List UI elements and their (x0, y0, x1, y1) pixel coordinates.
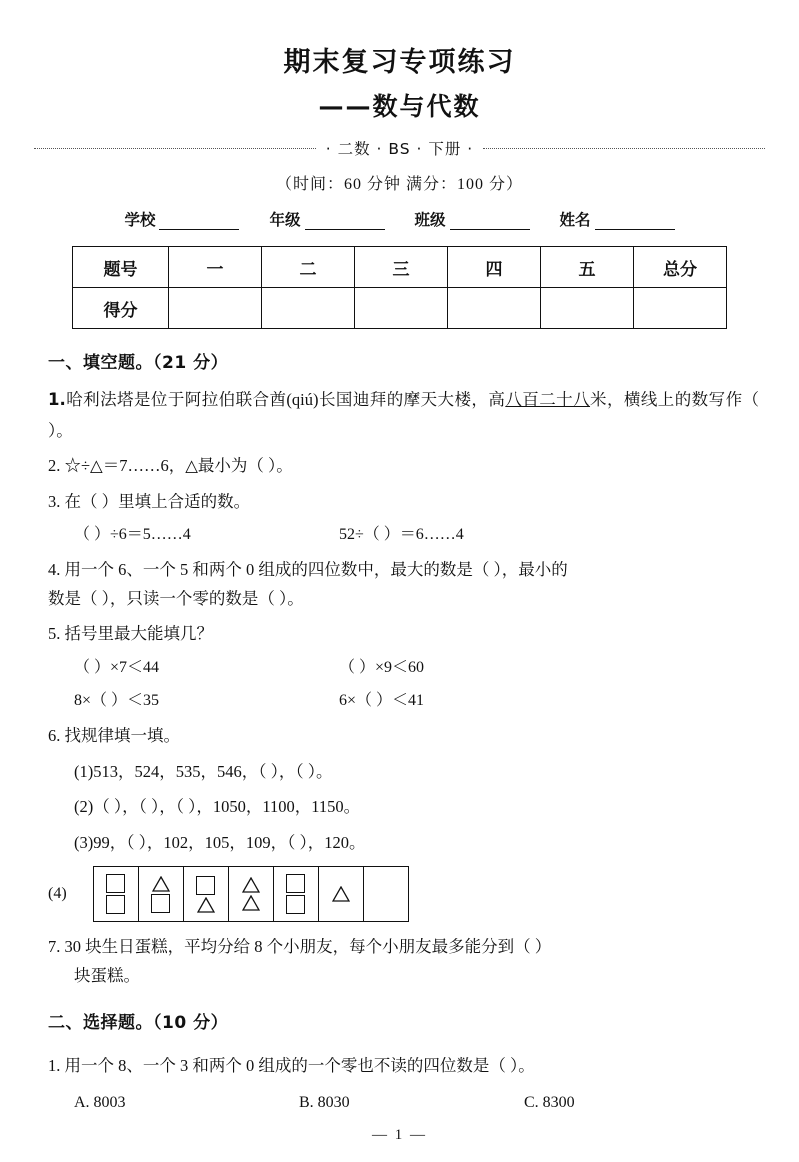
question-1-5-r1c2: （ ）×9＜60 (339, 658, 425, 676)
dotted-line-left (34, 148, 316, 149)
question-1-4-line2: 数是（ ），只读一个零的数是（ ）。 (48, 588, 304, 608)
square-icon (151, 894, 170, 913)
pattern-cell-blank[interactable] (319, 867, 364, 921)
pattern-cell (94, 867, 139, 921)
square-icon (286, 874, 305, 893)
cell-題号: 题号 (73, 247, 169, 288)
square-icon (196, 876, 215, 895)
field-class (415, 208, 530, 230)
student-info-fields (0, 208, 799, 230)
field-school-input[interactable] (159, 213, 239, 230)
page-title: 期末复习专项练习 (283, 47, 516, 78)
cell-q1: 一 (169, 247, 262, 288)
question-2-1-choices (48, 1087, 759, 1118)
field-grade-label: 年级 (269, 211, 301, 229)
cell-q4: 四 (448, 247, 541, 288)
square-icon (106, 895, 125, 914)
section-2-heading: 二、选择题。（10 分） (48, 1013, 229, 1034)
subject-divider (0, 137, 799, 159)
field-class-label: 班级 (414, 211, 446, 229)
section-1-heading: 一、填空题。（21 分） (48, 353, 229, 373)
question-1-7-line1: 7. 30 块生日蛋糕，平均分给 8 个小朋友，每个小朋友最多能分到（ ） (48, 937, 552, 957)
cell-score-label: 得分 (73, 288, 169, 329)
cell-q2: 二 (262, 247, 355, 288)
pattern-cell-blank[interactable] (364, 867, 408, 921)
pattern-cell (184, 867, 229, 921)
question-1-3-subrow (48, 519, 759, 550)
triangle-icon (197, 897, 215, 913)
cell-score-1[interactable] (169, 288, 262, 329)
question-1-3: 3. 在（ ）里填上合适的数。 (48, 491, 251, 511)
field-grade-input[interactable] (305, 213, 385, 230)
choice-c[interactable]: C. 8300 (524, 1094, 575, 1112)
question-1-4-line1: 4. 用一个 6、一个 5 和两个 0 组成的四位数中，最大的数是（ ），最小的 (48, 560, 568, 580)
field-name-input[interactable] (595, 213, 675, 230)
question-1-3-left: （ ）÷6＝5……4 (74, 526, 191, 544)
field-grade (269, 208, 384, 230)
pattern-cell (139, 867, 184, 921)
table-row-score (73, 288, 727, 329)
triangle-icon (242, 877, 260, 893)
question-1-5: 5. 括号里最大能填几？ (48, 624, 213, 644)
choice-a[interactable]: A. 8003 (74, 1094, 126, 1112)
cell-q5: 五 (541, 247, 634, 288)
cell-score-3[interactable] (355, 288, 448, 329)
question-1-5-r2c1: 8×（ ）＜35 (74, 692, 160, 710)
question-1-1 (48, 385, 759, 446)
question-1-6-p2: (2)（ ），（ ），（ ），1050，1100，1150。 (74, 797, 361, 817)
question-1-5-r2c2: 6×（ ）＜41 (339, 692, 425, 710)
field-name-label: 姓名 (559, 211, 591, 229)
question-1-1-text2: 米，横线上的数写作（ ）。 (48, 390, 760, 440)
square-icon (106, 874, 125, 893)
field-school-label: 学校 (124, 211, 156, 229)
questions-content (0, 347, 799, 1118)
question-2-1: 1. 用一个 8、一个 3 和两个 0 组成的一个零也不读的四位数是（ ）。 (48, 1055, 535, 1075)
triangle-icon (332, 886, 350, 902)
question-1-6: 6. 找规律填一填。 (48, 726, 180, 746)
cell-score-2[interactable] (262, 288, 355, 329)
cell-q3: 三 (355, 247, 448, 288)
field-class-input[interactable] (450, 213, 530, 230)
question-1-6-p1: (1)513，524，535，546，（ ），（ ）。 (74, 761, 333, 781)
question-1-1-number: 1. (48, 390, 66, 410)
field-school (124, 208, 239, 230)
pattern-cell (229, 867, 274, 921)
cell-total: 总分 (634, 247, 727, 288)
question-1-2: 2. ☆÷△＝7……6，△最小为（ ）。 (48, 456, 293, 476)
choice-b[interactable]: B. 8030 (299, 1094, 350, 1112)
subject-label: · 二数 · BS · 下册 · (325, 140, 474, 158)
table-row-header (73, 247, 727, 288)
time-and-score: （时间：60 分钟 满分：100 分） (275, 176, 523, 193)
triangle-icon (152, 876, 170, 892)
score-table (72, 246, 727, 329)
question-1-1-underline: 八百二十八 (505, 390, 591, 410)
question-1-3-right: 52÷（ ）＝6……4 (339, 526, 464, 544)
field-name (560, 208, 675, 230)
cell-score-5[interactable] (541, 288, 634, 329)
question-1-6-p4-label: (4) (48, 885, 67, 903)
cell-score-total[interactable] (634, 288, 727, 329)
question-1-1-text: 哈利法塔是位于阿拉伯联合酋(qiú)长国迪拜的摩天大楼，高 (65, 390, 506, 410)
question-1-5-row2 (48, 685, 759, 716)
square-icon (286, 895, 305, 914)
page-number: — 1 — (372, 1127, 427, 1143)
page-subtitle: ——数与代数 (318, 92, 481, 121)
question-1-7-line2: 块蛋糕。 (74, 965, 140, 985)
triangle-icon (242, 895, 260, 911)
question-1-6-p4 (48, 862, 759, 922)
question-1-5-r1c1: （ ）×7＜44 (74, 658, 160, 676)
cell-score-4[interactable] (448, 288, 541, 329)
pattern-grid (93, 866, 409, 922)
question-1-5-row1 (48, 652, 759, 683)
pattern-cell (274, 867, 319, 921)
question-1-6-p3: (3)99，（ ），102，105，109，（ ），120。 (74, 832, 366, 852)
worksheet-page (0, 40, 799, 1162)
dotted-line-right (483, 148, 765, 149)
